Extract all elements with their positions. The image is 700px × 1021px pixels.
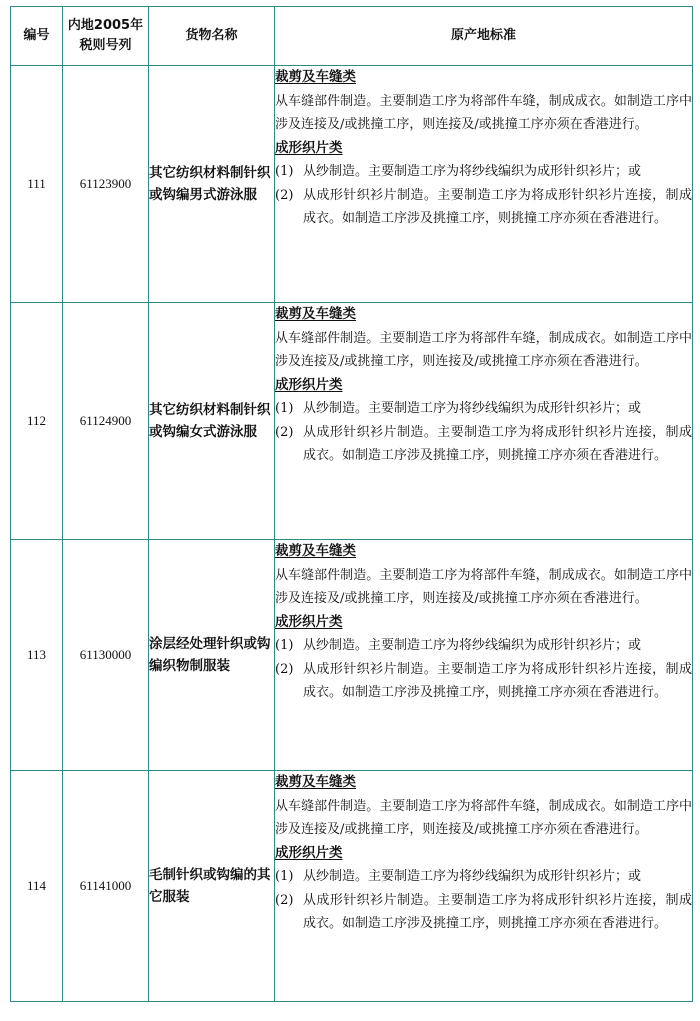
category-fully-fashioned: 成形织片类 <box>275 376 343 393</box>
cut-sew-text: 从车缝部件制造。主要制造工序为将部件车缝，制成成衣。如制造工序中涉及连接及/或挑撞工序，则连接及/或挑撞工序亦须在香港进行。 <box>275 93 692 132</box>
header-std: 原产地标准 <box>275 7 693 66</box>
item-marker: (1) <box>275 401 294 416</box>
list-item <box>275 184 692 231</box>
list-item <box>275 658 692 705</box>
header-code <box>63 7 149 66</box>
row-num: 111 <box>11 66 63 303</box>
category-cut-sew: 裁剪及车缝类 <box>275 69 356 85</box>
cut-sew-text: 从车缝部件制造。主要制造工序为将部件车缝，制成成衣。如制造工序中涉及连接及/或挑撞工序，则连接及/或挑撞工序亦须在香港进行。 <box>275 567 692 606</box>
table-header-row <box>11 7 693 66</box>
row-standard <box>275 540 693 771</box>
row-name: 毛制针织或钩编的其它服装 <box>149 771 275 1002</box>
table-row <box>11 66 693 303</box>
row-standard <box>275 303 693 540</box>
item-text: 从纱制造。主要制造工序为将纱线编织为成形针织衫片；或 <box>303 401 642 416</box>
row-num: 112 <box>11 303 63 540</box>
item-marker: (2) <box>275 424 294 440</box>
item-marker: (1) <box>275 869 294 884</box>
item-marker: (1) <box>275 638 294 653</box>
category-fully-fashioned: 成形织片类 <box>275 139 343 156</box>
list-item <box>275 397 692 421</box>
item-marker: (1) <box>275 164 294 179</box>
header-num: 编号 <box>11 7 63 66</box>
category-fully-fashioned: 成形织片类 <box>275 613 343 630</box>
item-text: 从成形针织衫片制造。主要制造工序为将成形针织衫片连接，制成成衣。如制造工序涉及挑撞工序，则挑撞工序亦须在香港进行。 <box>303 424 692 463</box>
list-item <box>275 634 692 658</box>
item-text: 从纱制造。主要制造工序为将纱线编织为成形针织衫片；或 <box>303 638 642 653</box>
list-item <box>275 421 692 468</box>
item-text: 从成形针织衫片制造。主要制造工序为将成形针织衫片连接，制成成衣。如制造工序涉及挑撞工序，则挑撞工序亦须在香港进行。 <box>303 187 692 226</box>
list-item <box>275 889 692 936</box>
item-marker: (2) <box>275 187 294 203</box>
row-code: 61141000 <box>63 771 149 1002</box>
origin-rules-table <box>10 6 693 1002</box>
row-standard <box>275 771 693 1002</box>
row-name: 其它纺织材料制针织或钩编男式游泳服 <box>149 66 275 303</box>
item-text: 从纱制造。主要制造工序为将纱线编织为成形针织衫片；或 <box>303 869 642 884</box>
category-fully-fashioned: 成形织片类 <box>275 844 343 861</box>
cut-sew-text: 从车缝部件制造。主要制造工序为将部件车缝，制成成衣。如制造工序中涉及连接及/或挑撞工序，则连接及/或挑撞工序亦须在香港进行。 <box>275 798 692 837</box>
header-name: 货物名称 <box>149 7 275 66</box>
category-cut-sew: 裁剪及车缝类 <box>275 306 356 322</box>
row-standard <box>275 66 693 303</box>
category-cut-sew: 裁剪及车缝类 <box>275 774 356 790</box>
header-code-line2: 税则号列 <box>79 38 132 53</box>
category-cut-sew: 裁剪及车缝类 <box>275 543 356 559</box>
row-num: 114 <box>11 771 63 1002</box>
item-text: 从成形针织衫片制造。主要制造工序为将成形针织衫片连接，制成成衣。如制造工序涉及挑撞工序，则挑撞工序亦须在香港进行。 <box>303 892 692 931</box>
row-code: 61124900 <box>63 303 149 540</box>
row-name: 其它纺织材料制针织或钩编女式游泳服 <box>149 303 275 540</box>
item-marker: (2) <box>275 661 294 677</box>
list-item <box>275 865 692 889</box>
row-code: 61123900 <box>63 66 149 303</box>
table-row <box>11 771 693 1002</box>
cut-sew-text: 从车缝部件制造。主要制造工序为将部件车缝，制成成衣。如制造工序中涉及连接及/或挑撞工序，则连接及/或挑撞工序亦须在香港进行。 <box>275 330 692 369</box>
item-text: 从纱制造。主要制造工序为将纱线编织为成形针织衫片；或 <box>303 164 642 179</box>
row-num: 113 <box>11 540 63 771</box>
header-code-line1: 内地2005年 <box>67 18 144 33</box>
row-name: 涂层经处理针织或钩编织物制服装 <box>149 540 275 771</box>
row-code: 61130000 <box>63 540 149 771</box>
table-row <box>11 540 693 771</box>
item-marker: (2) <box>275 892 294 908</box>
list-item <box>275 160 692 184</box>
table-row <box>11 303 693 540</box>
item-text: 从成形针织衫片制造。主要制造工序为将成形针织衫片连接，制成成衣。如制造工序涉及挑撞工序，则挑撞工序亦须在香港进行。 <box>303 661 692 700</box>
